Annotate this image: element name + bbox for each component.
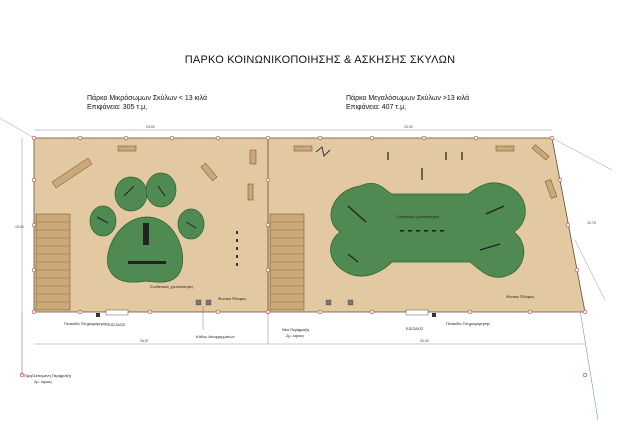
bench — [250, 150, 256, 164]
large-dogs-park-area: Επιφάνεια: 407 τ.μ, — [346, 104, 407, 111]
large-dogs-park-name: Πάρκο Μεγαλόσωμων Σκύλων >13 κιλά — [346, 95, 470, 102]
dimension-top-left: 23.00 — [146, 125, 155, 129]
bench — [118, 146, 136, 151]
waste-bin-icon — [196, 300, 201, 305]
dimension-left: 15.00 — [15, 225, 24, 229]
context-line — [580, 310, 598, 420]
info-board-icon — [432, 313, 436, 317]
bench — [248, 184, 253, 200]
entrance-gate-right — [406, 310, 428, 315]
entrance-gate-left — [106, 310, 128, 315]
new-fence-height: 2μ. ύψους — [286, 333, 305, 338]
dimension-bottom-right: 30.00 — [420, 339, 429, 343]
entrance-label-right: ΕΙΣΟΔΟΣ — [406, 326, 424, 331]
natural-ground-label-right: Φυσικό Έδαφος — [506, 294, 535, 299]
synthetic-grass-label-right: Συνθετικός χλοοτάπητας — [396, 214, 440, 219]
agility-balance-beam — [128, 261, 166, 264]
bench — [496, 146, 514, 151]
dimension-right: 15.75 — [587, 221, 596, 225]
entrance-label-left: ΕΙΣΟΔΟΣ — [108, 322, 126, 327]
existing-fence-height: 2μ. ύψους — [34, 379, 53, 384]
waste-bin-icon — [348, 300, 353, 305]
info-board-label-right: Πινακίδα Πληροφόρησης — [446, 321, 491, 326]
info-board-icon — [96, 313, 100, 317]
synthetic-grass-label-left: Συνθετικός χλοοτάπητας — [150, 284, 194, 289]
agility-ramp — [143, 223, 149, 245]
context-line — [552, 138, 612, 170]
info-board-label-left: Πινακίδα Πληροφόρησης — [64, 321, 109, 326]
new-fence-label: Νέα Περίφραξη — [282, 327, 310, 332]
plan-title: ΠΑΡΚΟ ΚΟΙΝΩΝΙΚΟΠΟΙΗΣΗΣ & ΑΣΚΗΣΗΣ ΣΚΥΛΩΝ — [184, 54, 456, 66]
dimension-top-right: 23.00 — [404, 125, 413, 129]
existing-fence-label: Προβλεπόμενη Περίφραξη — [24, 373, 71, 378]
dimension-bottom-left: 26.57 — [140, 339, 149, 343]
waste-bin-icon — [206, 300, 211, 305]
bench — [294, 146, 312, 151]
natural-ground-label-left: Φυσικό Έδαφος — [218, 296, 247, 301]
small-dogs-park-name: Πάρκο Μικρόσωμων Σκύλων < 13 κιλά — [87, 95, 208, 102]
context-line — [0, 118, 34, 138]
waste-bin-icon — [326, 300, 331, 305]
waste-bin-label: Κάδος Απορριμμάτων — [196, 334, 235, 339]
small-dogs-park-area: Επιφάνεια: 305 τ.μ, — [87, 104, 148, 111]
